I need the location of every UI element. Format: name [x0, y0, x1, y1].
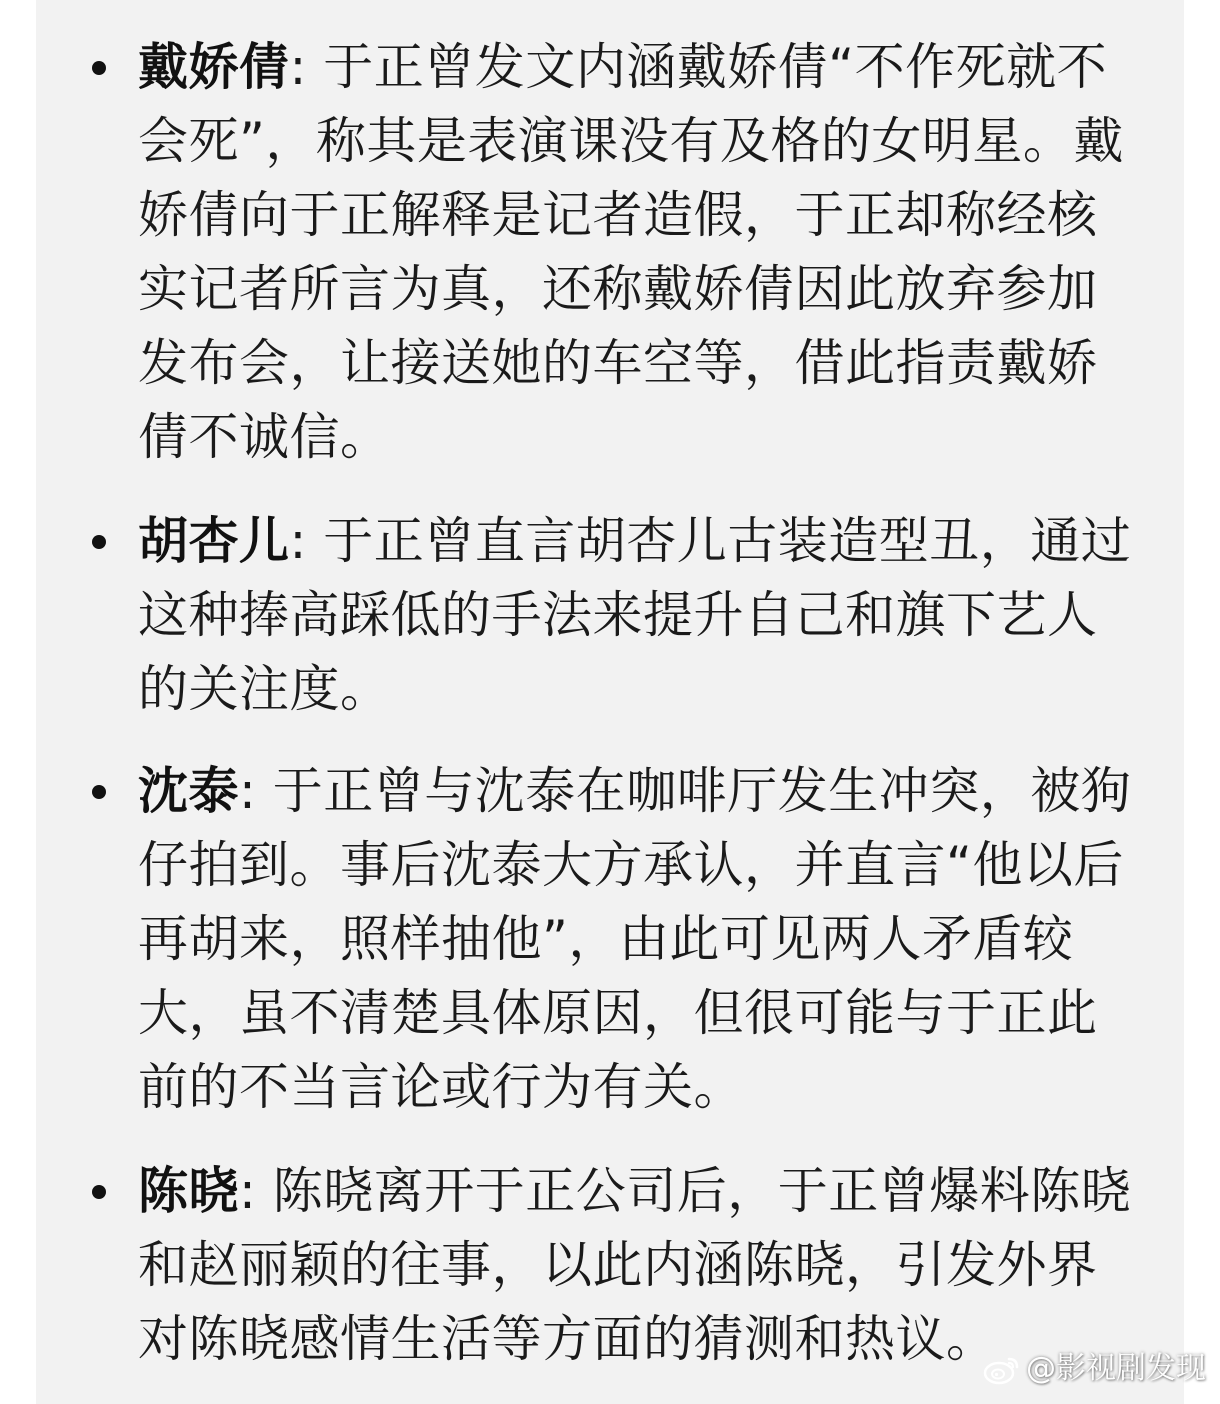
- separator: :: [239, 762, 273, 820]
- weibo-logo-icon: [982, 1353, 1022, 1385]
- bullet-dot-icon: [92, 61, 106, 75]
- bullet-dot-icon: [92, 535, 106, 549]
- item-description: 于正曾与沈泰在咖啡厅发生冲突，被狗仔拍到。事后沈泰大方承认，并直言“他以后再胡来，照样抽他”，由此可见两人矛盾较大，虽不清楚具体原因，但很可能与于正此前的不当言论或行为有关。: [138, 762, 1132, 1116]
- item-text-block: [138, 30, 1138, 474]
- bullet-dot-icon: [92, 1185, 106, 1199]
- separator: :: [289, 38, 324, 96]
- person-name: 陈晓: [138, 1162, 239, 1220]
- watermark-text: @影视剧发现: [1026, 1351, 1206, 1386]
- item-description: 于正曾直言胡杏儿古装造型丑，通过这种捧高踩低的手法来提升自己和旗下艺人的关注度。: [138, 512, 1132, 718]
- separator: :: [289, 512, 324, 570]
- separator: :: [239, 1162, 273, 1220]
- item-text-block: [138, 504, 1138, 726]
- person-name: 戴娇倩: [138, 38, 290, 96]
- person-name: 胡杏儿: [138, 512, 290, 570]
- item-description: 于正曾发文内涵戴娇倩“不作死就不会死”，称其是表演课没有及格的女明星。戴娇倩向于正解释是记者造假，于正却称经核实记者所言为真，还称戴娇倩因此放弃参加发布会，让接送她的车空等，借此指责戴娇倩不诚信。: [138, 38, 1124, 466]
- item-description: 陈晓离开于正公司后，于正曾爆料陈晓和赵丽颖的往事，以此内涵陈晓，引发外界对陈晓感情生活等方面的猜测和热议。: [138, 1162, 1132, 1368]
- watermark: [982, 1352, 1206, 1386]
- item-text-block: [138, 1154, 1138, 1376]
- content-panel: [36, 0, 1184, 1404]
- bullet-dot-icon: [92, 785, 106, 799]
- item-text-block: [138, 754, 1138, 1124]
- person-name: 沈泰: [138, 762, 239, 820]
